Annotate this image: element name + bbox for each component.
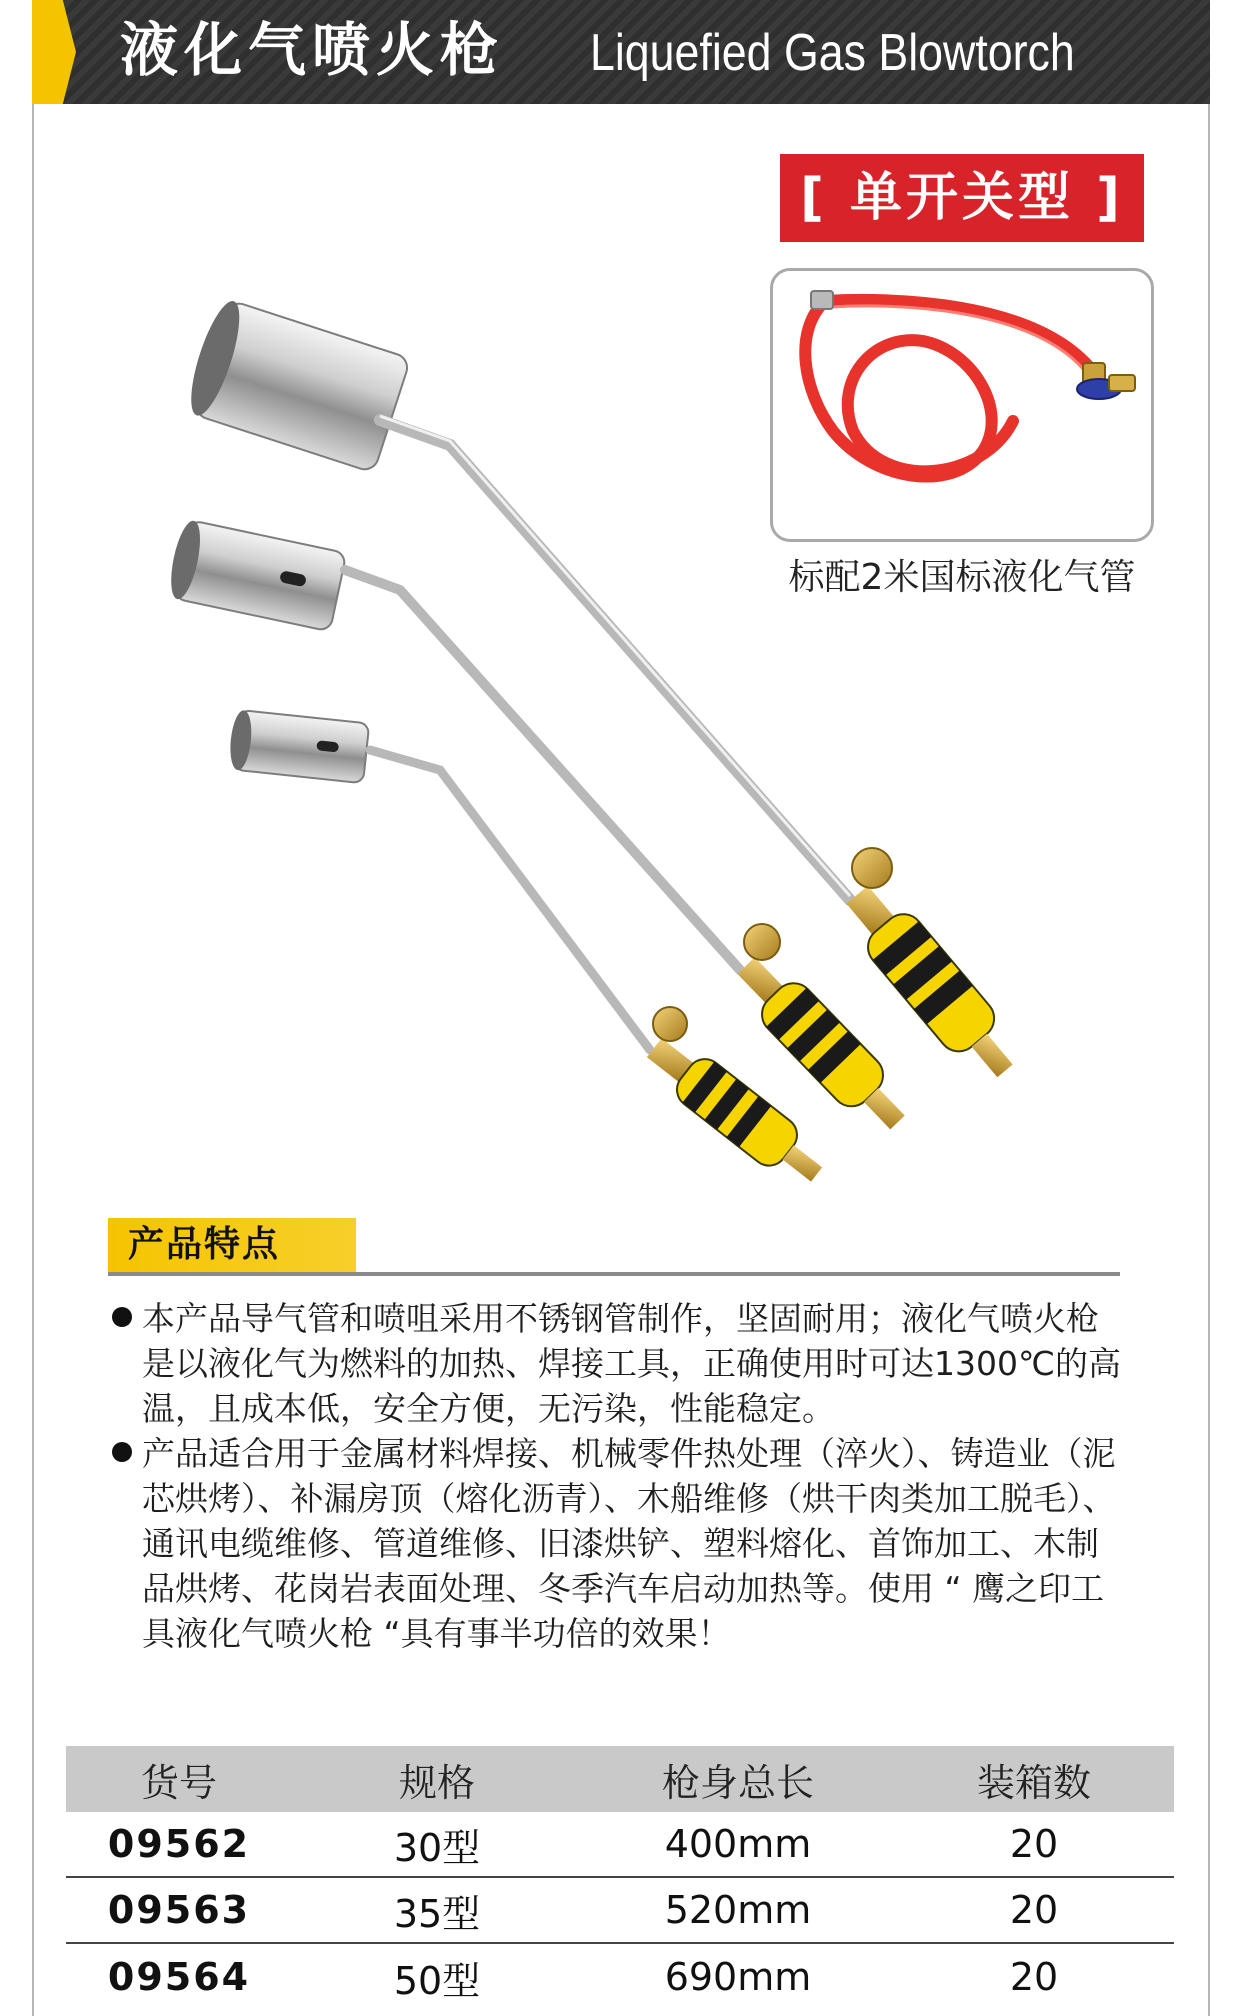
cell-qty: 20 [1009,1822,1059,1866]
header-qty: 装箱数 [976,1760,1091,1805]
cell-spec: 30型 [393,1825,481,1870]
cell-length: 520mm [664,1888,812,1932]
page-title-cn: 液化气喷火枪 [120,16,505,84]
cell-spec: 50型 [393,1958,481,2003]
table-row [66,1944,1174,2010]
bullet-icon [112,1307,132,1327]
cell-spec: 35型 [393,1891,481,1936]
cell-qty: 20 [1009,1888,1059,1932]
feature-item [112,1296,1122,1431]
cell-qty: 20 [1009,1955,1059,1999]
table-row [66,1878,1174,1944]
spec-table [66,1746,1174,2010]
feature-text: 本产品导气管和喷咀采用不锈钢管制作，坚固耐用；液化气喷火枪是以液化气为燃料的加热、焊接工具，正确使用时可达1300℃的高温，且成本低，安全方便，无污染，性能稳定。 [142,1299,1122,1428]
spec-table-header [66,1746,1174,1812]
medium-torch [166,518,918,1142]
features-title: 产品特点 [108,1218,356,1272]
header-banner [32,0,1210,104]
single-switch-badge: [ 单开关型 ] [780,154,1144,242]
cell-item-no: 09563 [107,1888,251,1932]
feature-item [112,1431,1122,1656]
feature-text: 产品适合用于金属材料焊接、机械零件热处理（淬火）、铸造业（泥芯烘烤）、补漏房顶（熔化沥青）、木船维修（烘干肉类加工脱毛）、通讯电缆维修、管道维修、旧漆烘铲、塑料熔化、首饰加工、木制品烘烤、花岗岩表面处理、冬季汽车启动加热等。使用 “ 鹰之印工具液化气喷火枪 “具有事半功倍的效果！ [142,1434,1116,1653]
large-torch [182,296,1028,1090]
features-divider [108,1272,1120,1276]
table-row [66,1812,1174,1878]
header-item-no: 货号 [140,1760,217,1805]
page-title-en: Liquefied Gas Blowtorch [590,24,1075,82]
cell-length: 400mm [664,1822,812,1866]
blowtorch-illustration [150,270,1110,1210]
hose-caption: 标配2米国标液化气管 [788,557,1136,598]
bullet-icon [112,1442,132,1462]
header-accent-arrow [32,0,76,104]
cell-item-no: 09564 [107,1955,251,1999]
cell-length: 690mm [664,1955,812,1999]
header-spec: 规格 [398,1760,475,1805]
cell-item-no: 09562 [107,1822,251,1866]
header-length: 枪身总长 [661,1760,814,1805]
